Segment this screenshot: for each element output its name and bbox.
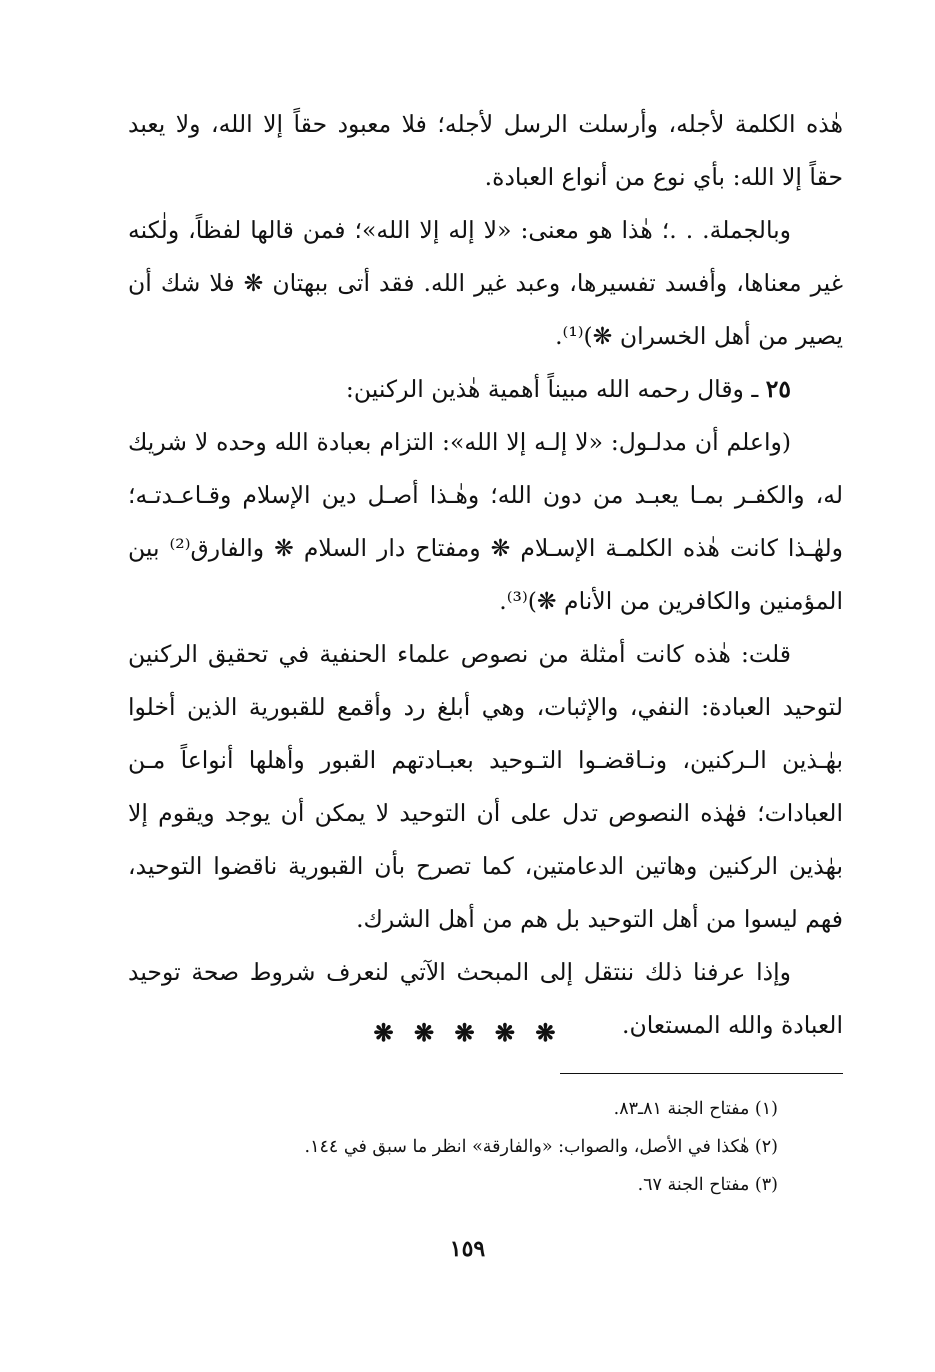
paragraph: هٰذه الكلمة لأجله، وأرسلت الرسل لأجله؛ فلا معبود حقاً إلا الله، ولا يعبد حقاً إلا الله: بأي نوع من أنواع العبادة. [128,110,843,191]
paragraph-numbered [128,363,843,416]
paragraph: وإذا عرفنا ذلك ننتقل إلى المبحث الآتي لنعرف شروط صحة توحيد العبادة والله المستعان. [128,958,843,1039]
paragraph: وبالجملة. . .؛ هٰذا هو معنى: «لا إله إلا الله»؛ فمن قالها لفظاً، ولٰكنه غير معناها، وأفسد تفسيرها، وعبد غير الله. فقد أتى ببهتان ❋ فلا شك أن يصير من أهل الخسران ❋)⁽¹⁾. [128,216,843,350]
paragraph: قلت: هٰذه كانت أمثلة من نصوص علماء الحنفية في تحقيق الركنين لتوحيد العبادة: النفي، والإثبات، وهي أبلغ رد وأقمع للقبورية الذين أخلوا بهٰـذين الـركنين، ونـاقضـوا التـوحيد بعبـادتهم القبور وأهلها أنواعاً مـن العبادات؛ فهٰذه النصوص تدل على أن التوحيد لا يمكن أن يوجد ويقوم إلا بهٰذين الركنين وهاتين الدعامتين، كما تصرح بأن القبورية ناقضوا التوحيد، فهم ليسوا من أهل التوحيد بل هم من أهل الشرك. [128,640,843,933]
footnotes [128,1090,778,1204]
main-text [128,98,843,1052]
paragraph-quote: (واعلم أن مدلـول: «لا إلـه إلا الله»: التزام بعبادة الله وحده لا شريك له، والكفـر بمـا يعبـد من دون الله؛ وهٰـذا أصـل دين الإسلام وقـاعـدتـه؛ ولهٰـذا كانت هٰذه الكلمـة الإسـلام ❋ ومفتاح دار السلام ❋ والفارق⁽²⁾ بين المؤمنين والكافرين من الأنام ❋)⁽³⁾. [128,428,843,615]
footnote: (٣) مفتاح الجنة ٦٧. [637,1175,778,1195]
section-separator: ❋ ❋ ❋ ❋ ❋ [373,1018,562,1047]
footnote: (٢) هٰكذا في الأصل، والصواب: «والفارقة» انظر ما سبق في ١٤٤. [304,1137,778,1157]
paragraph-number: ٢٥ [765,375,791,403]
footnote: (١) مفتاح الجنة ٨١ـ٨٣. [613,1099,778,1119]
paragraph-text: ـ وقال رحمه الله مبيناً أهمية هٰذين الركنين: [345,375,759,403]
page-number: ١٥٩ [449,1236,486,1262]
footnote-divider [560,1073,843,1074]
